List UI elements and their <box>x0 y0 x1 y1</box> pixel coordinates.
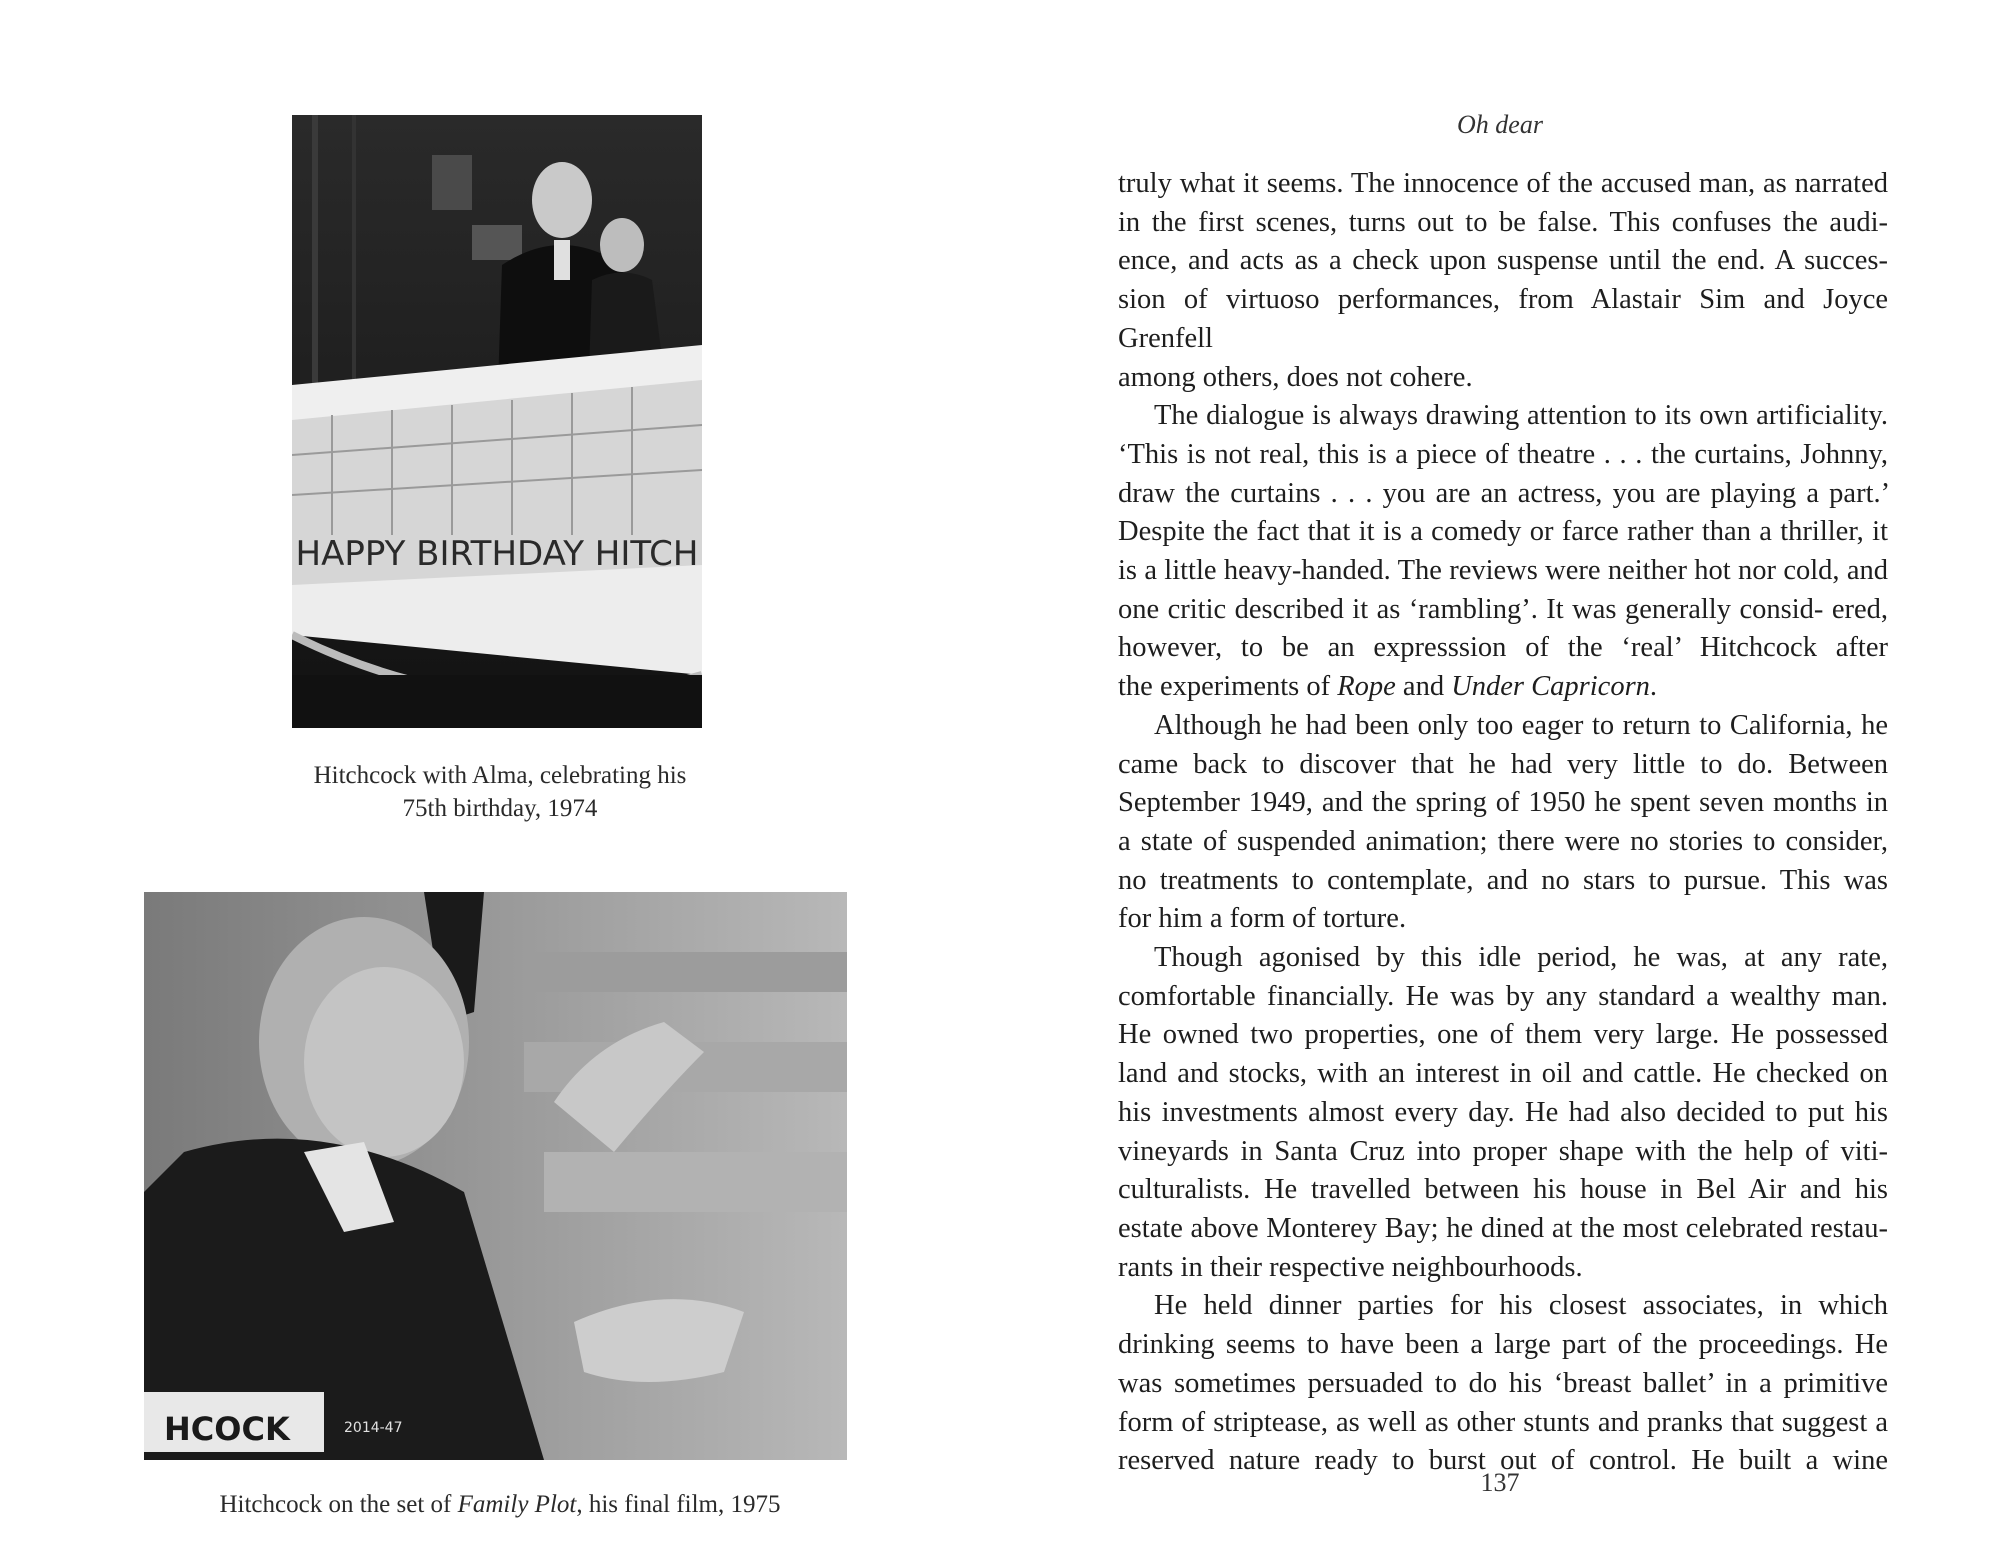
text-line: was sometimes persuaded to do his ‘breast ballet’ in a primitive <box>1118 1367 1888 1399</box>
text-line: estate above Monterey Bay; he dined at the most celebrated restau- <box>1118 1212 1888 1244</box>
paragraph-3 <box>1118 707 1888 901</box>
text-line: land and stocks, with an interest in oil and cattle. He checked on <box>1118 1058 1888 1090</box>
birthday-caption-line1: Hitchcock with Alma, celebrating his <box>313 762 687 789</box>
text-line: he came back to discover that he had very little to do. Between <box>1118 709 1888 780</box>
text-line: and <box>1395 671 1452 703</box>
page-number: 137 <box>1480 1468 1520 1497</box>
text-line: ence, and acts as a check upon suspense until the end. A succes- <box>1118 245 1888 277</box>
paragraph-3-end <box>1118 900 1888 939</box>
paragraph-2-end <box>1118 668 1888 707</box>
text-line: comfortable financially. He was by any standard a wealthy man. <box>1118 980 1888 1012</box>
paragraph-5 <box>1118 1287 1888 1481</box>
text-line: . <box>1649 671 1658 703</box>
paragraph-1 <box>1118 165 1888 359</box>
film-title-under-capricorn: Under Capricorn <box>1451 671 1650 703</box>
family-plot-caption-pre: Hitchcock on the set of <box>219 1491 458 1518</box>
paragraph-1-end <box>1118 359 1888 398</box>
text-line: the experiments of <box>1118 671 1338 703</box>
text-line: and one critic described it as ‘rambling’. It was generally consid- <box>1118 555 1889 625</box>
chair-number: 2014-47 <box>344 1420 403 1436</box>
text-line: drinking seems to have been a large part of the proceedings. He <box>1118 1329 1888 1361</box>
text-line: He held dinner parties for his closest associates, in which <box>1154 1290 1888 1322</box>
text-line: culturalists. He travelled between his house in Bel Air and his <box>1118 1174 1888 1206</box>
birthday-photo <box>292 115 702 728</box>
text-line: his investments almost every day. He had also decided to put his <box>1118 1096 1888 1128</box>
paragraph-2 <box>1118 397 1888 668</box>
film-title-rope: Rope <box>1337 671 1396 703</box>
paragraph-4-end <box>1118 1249 1888 1288</box>
text-line: no treatments to contemplate, and no stars to pursue. This was <box>1118 864 1888 896</box>
birthday-photo-image <box>292 115 702 728</box>
text-line: truly what it seems. The innocence of the accused man, as narrated <box>1118 168 1888 199</box>
birthday-caption <box>240 759 760 825</box>
text-line: vineyards in Santa Cruz into proper shape with the help of viti- <box>1118 1135 1888 1167</box>
family-plot-caption-post: , his final film, 1975 <box>576 1491 781 1518</box>
family-plot-photo <box>144 892 847 1460</box>
family-plot-caption <box>140 1488 860 1521</box>
text-line: form of striptease, as well as other stunts and pranks that suggest <box>1118 1406 1868 1438</box>
text-line: in the first scenes, turns out to be false. This confuses the audi- <box>1118 206 1888 238</box>
text-line: He owned two properties, one of them very large. He possessed <box>1118 1019 1888 1051</box>
family-plot-caption-title: Family Plot <box>457 1491 577 1518</box>
paragraph-4 <box>1118 939 1888 1249</box>
text-line: rants in their respective neighbourhoods. <box>1118 1251 1583 1283</box>
family-plot-photo-image <box>144 892 847 1460</box>
text-line: draw the curtains . . . you are an actress, you are playing a part.’ <box>1118 477 1888 509</box>
body-text <box>1118 165 1888 1481</box>
cake-text: HAPPY BIRTHDAY HITCH <box>295 534 699 574</box>
text-line: ‘This is not real, this is a piece of theatre . . . the curtains, Johnny, <box>1118 438 1888 470</box>
chair-text: HCOCK <box>164 1410 290 1448</box>
text-line: in a state of suspended animation; there were no stories to consider, <box>1118 787 1889 857</box>
text-line: Though agonised by this idle period, he was, at any rate, <box>1154 942 1888 974</box>
running-head: Oh dear <box>1457 110 1543 139</box>
text-line: September 1949, and the spring of 1950 he spent seven months <box>1118 787 1857 819</box>
birthday-caption-line2: 75th birthday, 1974 <box>402 795 598 822</box>
text-line: ered, however, to be an expresssion of the ‘real’ Hitchcock after <box>1118 593 1888 664</box>
text-line: a reserved nature ready to burst out of control. He built a wine <box>1118 1406 1889 1477</box>
right-page <box>1000 0 2000 1561</box>
text-line: it is a little heavy-handed. The reviews were neither hot nor cold, <box>1118 516 1888 587</box>
text-line: Although he had been only too eager to return to California, <box>1154 709 1853 741</box>
text-line: sion of virtuoso performances, from Alastair Sim and Joyce Grenfell <box>1118 284 1888 354</box>
text-line: for him a form of torture. <box>1118 903 1407 935</box>
text-line: The dialogue is always drawing attention to its own artificiality. <box>1154 400 1888 432</box>
text-line: Despite the fact that it is a comedy or farce rather than a thriller, <box>1118 516 1864 548</box>
text-line: among others, does not cohere. <box>1118 361 1473 393</box>
